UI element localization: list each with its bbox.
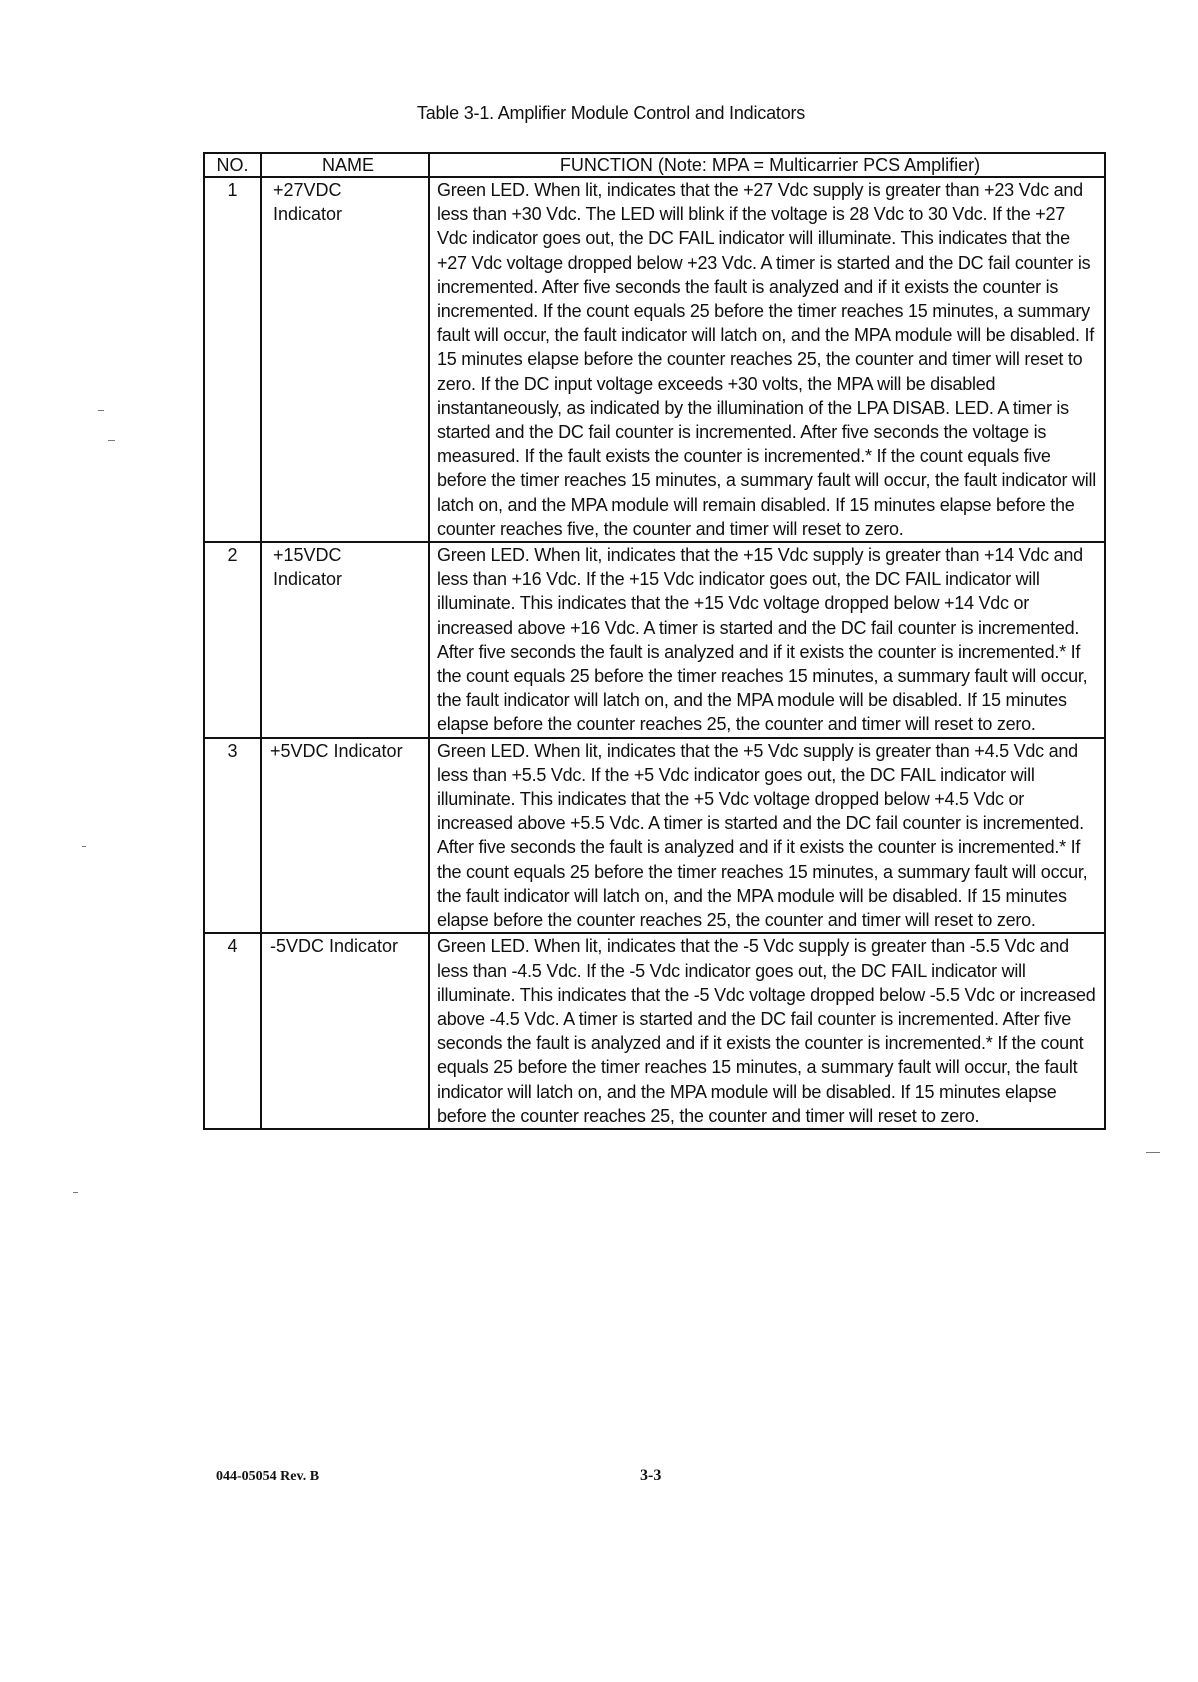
footer-document-number: 044-05054 Rev. B bbox=[216, 1469, 320, 1484]
row-function bbox=[429, 738, 1105, 934]
row-name-line: +27VDC bbox=[273, 180, 342, 200]
row-name-line: -5VDC Indicator bbox=[270, 936, 399, 957]
row-name bbox=[261, 738, 429, 934]
row-function-text: Green LED. When lit, indicates that the +15 Vdc supply is greater than +14 Vdc and less than +16 Vdc. If the +15 Vdc indicator goes out, the DC FAIL indicator will illuminate. This indicates that the +15 Vdc voltage dropped below +14 Vdc or increased above +16 Vdc. A timer is started and the DC fail counter is incremented. After five seconds the fault is analyzed and if it exists the counter is incremented.* If the count equals 25 before the timer reaches 15 minutes, a summary fault will occur, the fault indicator will latch on, and the MPA module will be disabled. If 15 minutes elapse before the counter reaches 25, the counter and timer will reset to zero. bbox=[437, 545, 1088, 735]
control-indicator-table bbox=[203, 152, 1106, 1130]
row-number: 3 bbox=[204, 738, 261, 934]
row-name-line: Indicator bbox=[273, 204, 343, 225]
table-row bbox=[204, 542, 1105, 738]
row-number: 1 bbox=[204, 177, 261, 542]
row-name-line: Indicator bbox=[273, 569, 343, 590]
footer-page-number: 3-3 bbox=[640, 1467, 662, 1484]
row-function bbox=[429, 177, 1105, 542]
row-name-line: +15VDC bbox=[273, 545, 342, 566]
row-function-text: Green LED. When lit, indicates that the +5 Vdc supply is greater than +4.5 Vdc and less than +5.5 Vdc. If the +5 Vdc indicator goes out, the DC FAIL indicator will illuminate. This indicates that the +5 Vdc voltage dropped below +4.5 Vdc or increased above +5.5 Vdc. A timer is started and the DC fail counter is incremented. After five seconds the fault is analyzed and if it exists the counter is incremented.* If the count equals 25 before the timer reaches 15 minutes, a summary fault will occur, the fault indicator will latch on, and the MPA module will be disabled. If 15 minutes elapse before the counter reaches 25, the counter and timer will reset to zero. bbox=[437, 740, 1088, 931]
table-row bbox=[204, 177, 1105, 542]
scan-speck bbox=[98, 410, 104, 411]
row-name bbox=[261, 542, 429, 738]
row-number: 4 bbox=[204, 933, 261, 1129]
table-row bbox=[204, 933, 1105, 1129]
scan-speck bbox=[73, 1192, 78, 1193]
table-title: Table 3-1. Amplifier Module Control and Indicators bbox=[416, 103, 806, 123]
row-function bbox=[429, 542, 1105, 738]
scan-speck bbox=[82, 846, 86, 847]
row-name bbox=[261, 933, 429, 1129]
table-header-row bbox=[204, 153, 1105, 177]
scan-speck bbox=[108, 440, 115, 441]
column-header-no: NO. bbox=[204, 153, 261, 177]
row-function bbox=[429, 933, 1105, 1129]
scan-speck bbox=[1146, 1152, 1160, 1153]
row-number: 2 bbox=[204, 542, 261, 738]
row-name-line: +5VDC Indicator bbox=[270, 740, 403, 761]
row-function-text: Green LED. When lit, indicates that the +27 Vdc supply is greater than +23 Vdc and less than +30 Vdc. The LED will blink if the voltage is 28 Vdc to 30 Vdc. If the +27 Vdc indicator goes out, the DC FAIL indicator will illuminate. This indicates that the +27 Vdc voltage dropped below +23 Vdc. A timer is started and the DC fail counter is incremented. After five seconds the fault is analyzed and if it exists the counter is incremented. If the count equals 25 before the timer reaches 15 minutes, a summary fault will occur, the fault indicator will latch on, and the MPA module will be disabled. If 15 minutes elapse before the counter reaches 25, the counter and timer will reset to zero. If the DC input voltage exceeds +30 volts, the MPA will be disabled instantaneously, as indicated by the illumination of the LPA DISAB. LED. A timer is started and the DC fail counter is incremented. After five seconds the voltage is measured. If the fault exists the counter is incremented.* If the count equals five before the timer reaches 15 minutes, a summary fault will occur, the fault indicator will latch on, and the MPA module will remain disabled. If 15 minutes elapse before the counter reaches five, the counter and timer will reset to zero. bbox=[437, 180, 1097, 539]
column-header-name: NAME bbox=[261, 153, 429, 177]
row-function-text: Green LED. When lit, indicates that the -5 Vdc supply is greater than -5.5 Vdc and less than -4.5 Vdc. If the -5 Vdc indicator goes out, the DC FAIL indicator will illuminate. This indicates that the -5 Vdc voltage dropped below -5.5 Vdc or increased above -4.5 Vdc. A timer is started and the DC fail counter is incremented. After five seconds the fault is analyzed and if it exists the counter is incremented.* If the count equals 25 before the timer reaches 15 minutes, a summary fault will occur, the fault indicator will latch on, and the MPA module will be disabled. If 15 minutes elapse before the counter reaches 25, the counter and timer will reset to zero. bbox=[437, 936, 1096, 1126]
column-header-function: FUNCTION (Note: MPA = Multicarrier PCS Amplifier) bbox=[429, 153, 1105, 177]
row-name bbox=[261, 177, 429, 542]
table-row bbox=[204, 738, 1105, 934]
